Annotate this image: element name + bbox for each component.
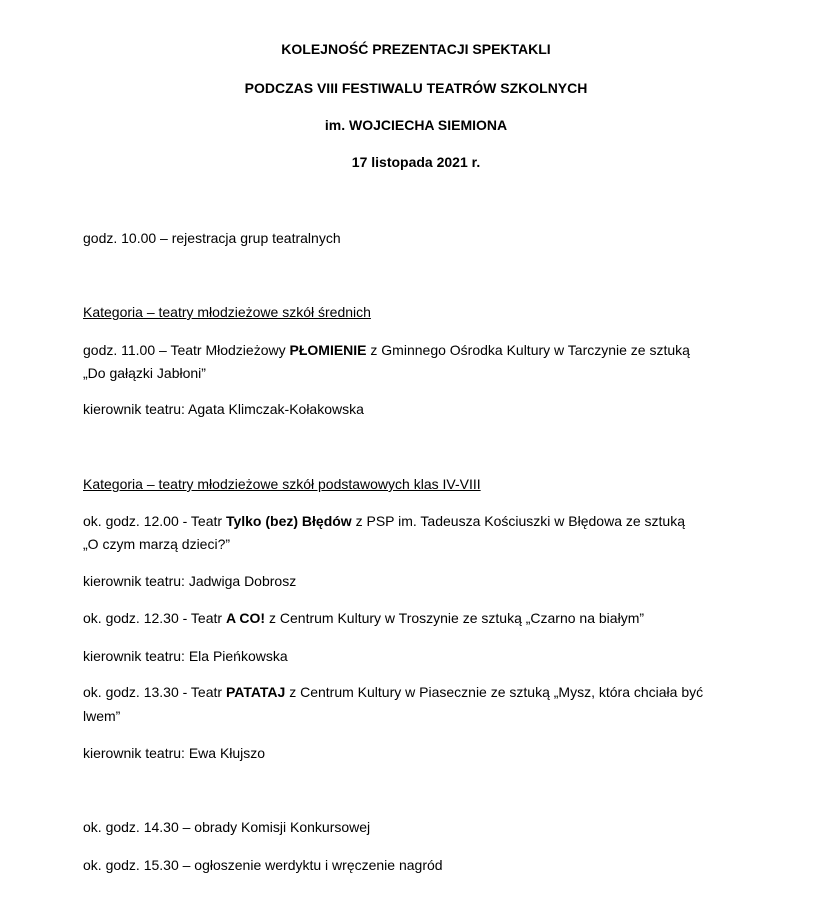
- theatre-director: kierownik teatru: Jadwiga Dobrosz: [83, 573, 297, 589]
- play-title: lwem”: [83, 708, 121, 724]
- category-heading-secondary: Kategoria – teatry młodzieżowe szkół średnich: [83, 304, 371, 320]
- theatre-name: PATATAJ: [225, 684, 286, 700]
- jury-deliberation-line: ok. godz. 14.30 – obrady Komisji Konkursowej: [83, 819, 371, 835]
- theatre-director: kierownik teatru: Ela Pieńkowska: [83, 648, 288, 664]
- document-subtitle: PODCZAS VIII FESTIWALU TEATRÓW SZKOLNYCH: [244, 80, 588, 96]
- theatre-director: kierownik teatru: Ewa Kłujszo: [83, 745, 266, 761]
- festival-patron: im. WOJCIECHA SIEMIONA: [324, 117, 508, 133]
- theatre-name: PŁOMIENIE: [289, 342, 367, 358]
- document-title: KOLEJNOŚĆ PREZENTACJI SPEKTAKLI: [281, 41, 551, 57]
- entry-time: godz. 11.00 – Teatr Młodzieżowy: [83, 342, 290, 358]
- theatre-name: A CO!: [225, 610, 266, 626]
- entry-details: z Centrum Kultury w Troszynie ze sztuką „Czarno na białym”: [265, 610, 645, 626]
- theatre-name: Tylko (bez) Błędów: [225, 513, 352, 529]
- entry-details: z Gminnego Ośrodka Kultury w Tarczynie ze sztuką: [366, 342, 690, 358]
- entry-details: z Centrum Kultury w Piasecznie ze sztuką „Mysz, która chciała być: [285, 684, 704, 700]
- category-heading-primary: Kategoria – teatry młodzieżowe szkół podstawowych klas IV-VIII: [83, 476, 481, 492]
- play-title: „Do gałązki Jabłoni”: [83, 365, 206, 381]
- performance-entry: [83, 509, 743, 533]
- entry-time: ok. godz. 12.30 - Teatr: [83, 610, 226, 626]
- performance-entry: [83, 338, 743, 362]
- performance-entry: [83, 680, 743, 704]
- play-title: „O czym marzą dzieci?”: [83, 536, 231, 552]
- registration-line: godz. 10.00 – rejestracja grup teatralnych: [83, 230, 341, 246]
- verdict-announcement-line: ok. godz. 15.30 – ogłoszenie werdyktu i wręczenie nagród: [83, 857, 443, 873]
- festival-date: 17 listopada 2021 r.: [351, 154, 481, 170]
- entry-time: ok. godz. 13.30 - Teatr: [83, 684, 226, 700]
- entry-details: z PSP im. Tadeusza Kościuszki w Błędowa ze sztuką: [351, 513, 686, 529]
- entry-time: ok. godz. 12.00 - Teatr: [83, 513, 226, 529]
- performance-entry: [83, 606, 743, 630]
- theatre-director: kierownik teatru: Agata Klimczak-Kołakowska: [83, 401, 364, 417]
